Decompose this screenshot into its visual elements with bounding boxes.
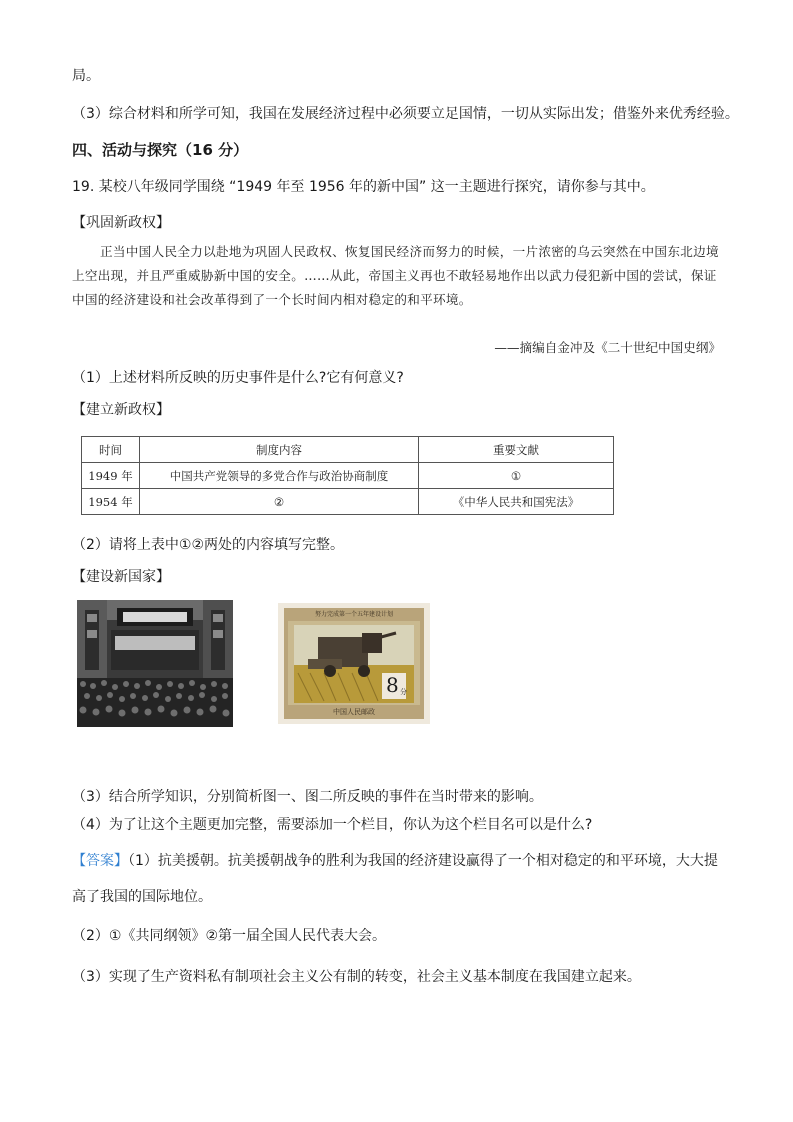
table-cell: 中国共产党领导的多党合作与政治协商制度 bbox=[140, 463, 419, 489]
subheading-consolidate: 【巩固新政权】 bbox=[72, 215, 170, 231]
table-header-row bbox=[82, 437, 614, 463]
answer-1-line-1 bbox=[72, 851, 718, 871]
answer-3: （3）实现了生产资料私有制项社会主义公有制的转变，社会主义基本制度在我国建立起来。 bbox=[72, 969, 641, 985]
answer-1-text: （1）抗美援朝。抗美援朝战争的胜利为我国的经济建设赢得了一个相对稳定的和平环境，大大提 bbox=[128, 853, 718, 869]
subheading-establish: 【建立新政权】 bbox=[72, 402, 170, 418]
question-3: （3）结合所学知识，分别简析图一、图二所反映的事件在当时带来的影响。 bbox=[72, 789, 543, 805]
table-header-cell: 制度内容 bbox=[140, 437, 419, 463]
stamp-image bbox=[278, 603, 430, 724]
table-cell: 1954 年 bbox=[82, 489, 140, 515]
answer-tag: 【答案】 bbox=[72, 853, 128, 869]
system-table bbox=[81, 436, 614, 515]
question-19: 19. 某校八年级同学围绕 “1949 年至 1956 年的新中国” 这一主题进行探究，请你参与其中。 bbox=[72, 179, 655, 195]
answer-paragraph: （3）综合材料和所学可知，我国在发展经济过程中必须要立足国情，一切从实际出发；借鉴外来优秀经验。 bbox=[72, 106, 739, 122]
table-cell: ② bbox=[140, 489, 419, 515]
table-cell: ① bbox=[419, 463, 614, 489]
stamp-value: 8 bbox=[386, 673, 399, 697]
quote-text: 正当中国人民全力以赴地为巩固人民政权、恢复国民经济而努力的时候，一片浓密的乌云突然在中国东北边境上空出现，并且严重威胁新中国的安全。……从此，帝国主义再也不敢轻易地作出以武力侵犯新中国的尝试，保证中国的经济建设和社会改革得到了一个长时间内相对稳定的和平环境。 bbox=[72, 244, 719, 307]
text-line: 局。 bbox=[72, 68, 100, 84]
question-2: （2）请将上表中①②两处的内容填写完整。 bbox=[72, 537, 345, 553]
answer-2: （2）①《共同纲领》②第一届全国人民代表大会。 bbox=[72, 928, 387, 944]
answer-1-line-2: 高了我国的国际地位。 bbox=[72, 889, 212, 905]
question-4: （4）为了让这个主题更加完整，需要添加一个栏目，你认为这个栏目名可以是什么? bbox=[72, 817, 593, 833]
crowd-photo-image bbox=[77, 600, 233, 727]
table-header-cell: 重要文献 bbox=[419, 437, 614, 463]
table-header-cell: 时间 bbox=[82, 437, 140, 463]
stamp-unit: 分 bbox=[400, 688, 407, 696]
table-cell: 1949 年 bbox=[82, 463, 140, 489]
quote-source: ——摘编自金冲及《二十世纪中国史纲》 bbox=[494, 340, 721, 355]
figure-2-stamp bbox=[278, 603, 430, 724]
source-quote bbox=[72, 240, 720, 312]
table-cell: 《中华人民共和国宪法》 bbox=[419, 489, 614, 515]
table-row bbox=[82, 463, 614, 489]
subheading-build: 【建设新国家】 bbox=[72, 569, 170, 585]
figure-1-photo bbox=[77, 600, 233, 727]
table-row bbox=[82, 489, 614, 515]
section-heading: 四、活动与探究（16 分） bbox=[72, 141, 249, 159]
question-1: （1）上述材料所反映的历史事件是什么?它有何意义? bbox=[72, 370, 404, 386]
stamp-country: 中国人民邮政 bbox=[333, 708, 375, 716]
stamp-slogan: 努力完成第一个五年建设计划 bbox=[314, 611, 393, 618]
